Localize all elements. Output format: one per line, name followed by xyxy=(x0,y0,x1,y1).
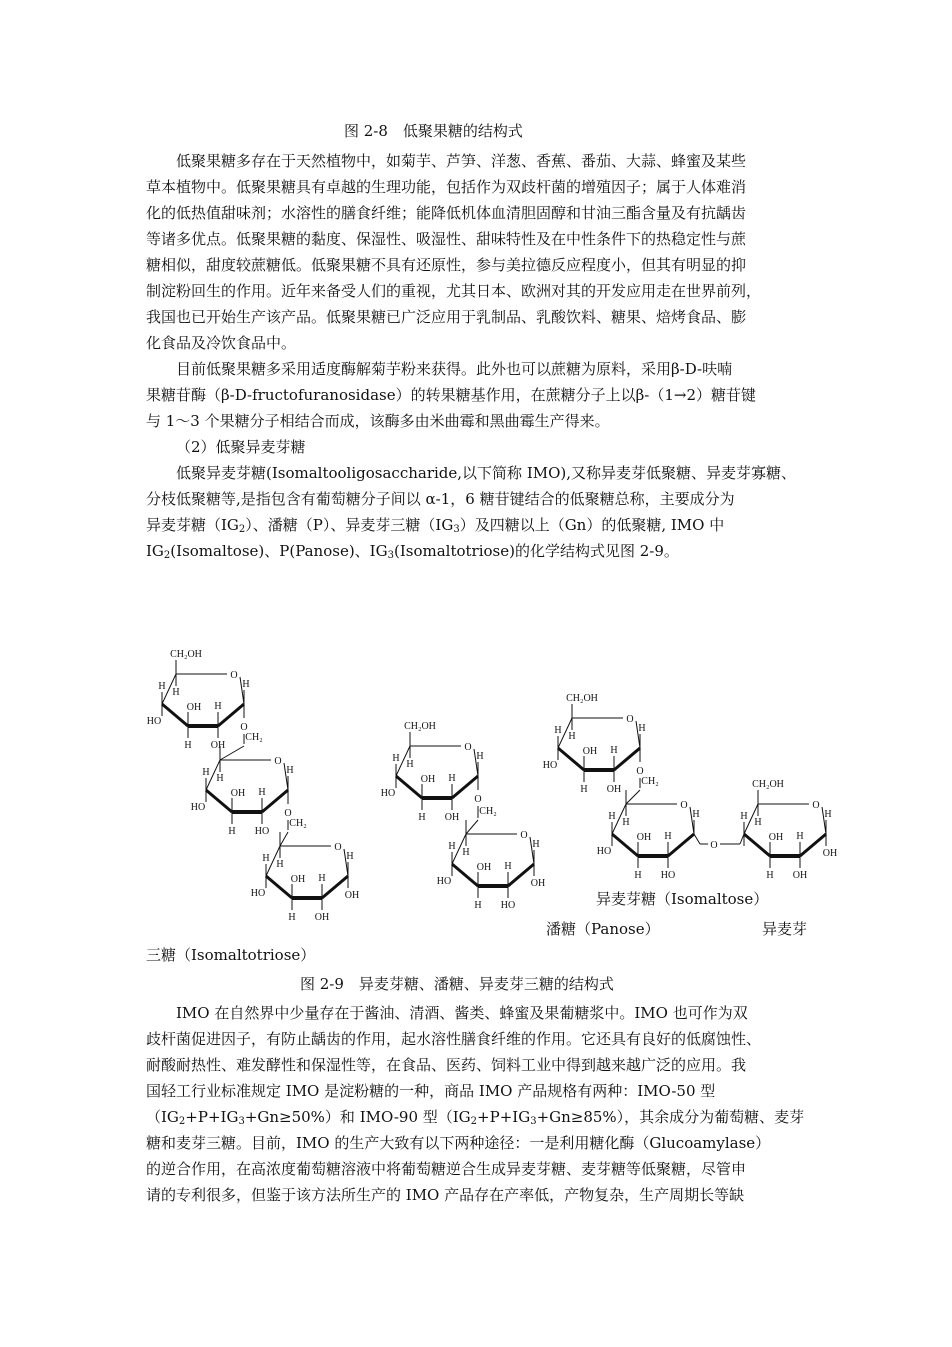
h-label: H xyxy=(242,679,250,690)
ring-bond-bold xyxy=(744,834,770,856)
h-label: H xyxy=(766,870,774,881)
h-label: H xyxy=(740,811,748,822)
text-line: 低聚异麦芽糖(Isomaltooligosaccharide,以下简称 IMO),又称异麦芽低聚糖、异麦芽寡糖、 xyxy=(176,464,797,482)
c2-group-label: OH xyxy=(210,740,226,751)
h-label: H xyxy=(346,851,354,862)
text-line: 我国也已开始生产该产品。低聚果糖已广泛应用于乳制品、乳酸饮料、糖果、焙烤食品、膨 xyxy=(146,308,747,326)
ring-bond-bold xyxy=(612,834,638,856)
ch2-label: CH₂ xyxy=(479,806,497,817)
glycosidic-bond xyxy=(694,834,700,844)
paragraph-fructooligosaccharide xyxy=(146,148,810,356)
text-line: 分枝低聚糖等,是指包含有葡萄糖分子间以 α-1，6 糖苷键结合的低聚糖总称，主要成分为 xyxy=(146,490,735,508)
ring-bond-bold xyxy=(452,864,478,886)
text-line: 化的低热值甜味剂；水溶性的膳食纤维；能降低机体血清胆固醇和甘油三酯含量及有抗龋齿 xyxy=(146,204,747,222)
h-label: H xyxy=(172,687,180,698)
h-label: H xyxy=(214,701,222,712)
text-line: 请的专利很多，但鉴于该方法所生产的 IMO 产品存在产率低，产物复杂，生产周期长等缺 xyxy=(146,1186,745,1204)
ring-oxygen-label: O xyxy=(812,800,820,811)
text-line: 果糖苷酶（β-D-fructofuranosidase）的转果糖基作用，在蔗糖分子上以β-（1→2）糖苷键 xyxy=(146,386,756,404)
h-label: H xyxy=(158,681,166,692)
h-label: H xyxy=(228,826,236,837)
text-line: IMO 在自然界中少量存在于酱油、清酒、酱类、蜂蜜及果葡糖浆中。IMO 也可作为双 xyxy=(176,1004,748,1022)
h-label: H xyxy=(262,853,270,864)
text-line: 歧杆菌促进因子，有防止龋齿的作用，起水溶性膳食纤维的作用。它还具有良好的低腐蚀性、 xyxy=(146,1030,762,1048)
c3-group-label: OH xyxy=(768,832,784,843)
ring-bond-bold xyxy=(206,790,232,812)
h-label: H xyxy=(258,787,266,798)
c2-group-label: OH xyxy=(314,912,330,923)
ring-oxygen-label: O xyxy=(230,670,238,681)
h-label: H xyxy=(580,784,588,795)
c4-group-label: HO xyxy=(190,802,206,813)
h-label: H xyxy=(608,811,616,822)
c3-group-label: OH xyxy=(230,788,246,799)
c2-group-label: HO xyxy=(660,870,676,881)
h-label: H xyxy=(568,731,576,742)
text-line: 与 1～3 个果糖分子相结合而成，该酶多由米曲霉和黑曲霉生产得来。 xyxy=(146,412,610,430)
isomaltotriose-label-b: 三糖（Isomaltotriose） xyxy=(146,946,316,964)
text-line: 等诸多优点。低聚果糖的黏度、保湿性、吸湿性、甜味特性及在中性条件下的热稳定性与蔗 xyxy=(146,230,747,248)
h-label: H xyxy=(532,839,540,850)
heading-line: （2）低聚异麦芽糖 xyxy=(176,438,306,456)
c1-group-label: OH xyxy=(344,890,360,901)
figure-2-8-caption: 图 2-8 低聚果糖的结构式 xyxy=(344,122,523,140)
c2-group-label: OH xyxy=(444,812,460,823)
c1-group-label: OH xyxy=(822,848,838,859)
h-label: H xyxy=(202,767,210,778)
h-label: H xyxy=(638,723,646,734)
ring-bond-bold xyxy=(558,748,584,770)
c4-group-label: HO xyxy=(380,788,396,799)
text-line: 国轻工行业标准规定 IMO 是淀粉糖的一种，商品 IMO 产品规格有两种：IMO-50 型 xyxy=(146,1082,716,1100)
glycosidic-oxygen-label: O xyxy=(474,794,482,805)
h-label: H xyxy=(554,725,562,736)
panose-label: 潘糖（Panose） xyxy=(546,920,660,938)
ring-bond-bold xyxy=(162,704,188,726)
glycosidic-oxygen-label: O xyxy=(240,722,248,733)
h-label: H xyxy=(418,812,426,823)
c5-group-label: CH₂OH xyxy=(404,721,436,732)
c4-group-label: HO xyxy=(436,876,452,887)
h-label: H xyxy=(476,751,484,762)
h-label: H xyxy=(406,759,414,770)
c5-group-label: CH₂OH xyxy=(752,779,784,790)
c4-group-label: HO xyxy=(146,716,162,727)
ring-oxygen-label: O xyxy=(626,714,634,725)
h-label: H xyxy=(276,859,284,870)
c4-group-label: HO xyxy=(596,846,612,857)
c2-group-label: HO xyxy=(254,826,270,837)
paragraph-fos-production xyxy=(146,356,810,434)
h-label: H xyxy=(634,870,642,881)
ring-oxygen-label: O xyxy=(274,756,282,767)
c3-group-label: OH xyxy=(476,862,492,873)
text-line: 低聚果糖多存在于天然植物中，如菊芋、芦笋、洋葱、香蕉、番茄、大蒜、蜂蜜及某些 xyxy=(176,152,747,170)
ring-oxygen-label: O xyxy=(334,842,342,853)
ring-bond-bold xyxy=(668,834,694,856)
h-label: H xyxy=(692,809,700,820)
h-label: H xyxy=(796,831,804,842)
h-label: H xyxy=(448,841,456,852)
ring-oxygen-label: O xyxy=(680,800,688,811)
section-heading xyxy=(146,434,810,460)
isomaltose-label: 异麦芽糖（Isomaltose） xyxy=(596,890,769,908)
ring-oxygen-label: O xyxy=(464,742,472,753)
text-line: $IG_2(Isomaltose)$、P(Panose)、$IG_3(Isomaltotriose)$的化学结构式见图 2-9。 xyxy=(146,542,679,561)
h-label: H xyxy=(288,912,296,923)
c3-group-label: OH xyxy=(636,832,652,843)
ring-bond-bold xyxy=(266,876,292,898)
c2-group-label: HO xyxy=(500,900,516,911)
h-label: H xyxy=(462,847,470,858)
c3-group-label: OH xyxy=(582,746,598,757)
text-line: 目前低聚果糖多采用适度酶解菊芋粉来获得。此外也可以蔗糖为原料，采用β-D-呋喃 xyxy=(176,360,733,378)
h-label: H xyxy=(504,861,512,872)
c5-group-label: CH₂OH xyxy=(566,693,598,704)
c3-group-label: OH xyxy=(290,874,306,885)
ch2-label: CH₂ xyxy=(245,732,263,743)
glycosidic-bond xyxy=(466,820,478,834)
h-label: H xyxy=(610,745,618,756)
glycosidic-bond xyxy=(280,832,288,846)
h-label: H xyxy=(318,873,326,884)
text-line: 的逆合作用，在高浓度葡萄糖溶液中将葡萄糖逆合生成异麦芽糖、麦芽糖等低聚糖，尽管申 xyxy=(146,1160,747,1178)
text-line: 糖相似，甜度较蔗糖低。低聚果糖不具有还原性，参与美拉德反应程度小，但其有明显的抑 xyxy=(146,256,747,274)
h-label: H xyxy=(474,900,482,911)
text-line: 草本植物中。低聚果糖具有卓越的生理功能，包括作为双歧杆菌的增殖因子；属于人体难消 xyxy=(146,178,747,196)
h-label: H xyxy=(286,765,294,776)
ch2-label: CH₂ xyxy=(641,776,659,787)
c2-group-label: OH xyxy=(792,870,808,881)
text-line: 糖和麦芽三糖。目前，IMO 的生产大致有以下两种途径：一是利用糖化酶（Glucoamylase） xyxy=(146,1134,771,1152)
h-label: H xyxy=(824,809,832,820)
text-line: 异麦芽糖$(IG_2)$、潘糖（P）、异麦芽三糖$(IG_3)$及四糖以上（Gn）的低聚糖, IMO 中 xyxy=(146,516,725,535)
text-line: 化食品及冷饮食品中。 xyxy=(146,334,297,352)
c3-group-label: OH xyxy=(186,702,202,713)
c1-group-label: OH xyxy=(530,878,546,889)
glycosidic-oxygen-label: O xyxy=(636,766,644,777)
c2-group-label: OH xyxy=(606,784,622,795)
ring-bond-bold xyxy=(396,776,422,798)
text-line: 耐酸耐热性、难发酵性和保湿性等，在食品、医药、饲料工业中得到越来越广泛的应用。我 xyxy=(146,1056,747,1074)
h-label: H xyxy=(392,753,400,764)
isomaltotriose-label-a: 异麦芽 xyxy=(762,920,808,938)
text-line: 制淀粉回生的作用。近年来备受人们的重视，尤其日本、欧洲对其的开发应用走在世界前列， xyxy=(146,282,762,300)
figure-2-9-caption: 图 2-9 异麦芽糖、潘糖、异麦芽三糖的结构式 xyxy=(300,975,614,993)
c4-group-label: HO xyxy=(542,760,558,771)
c5-group-label: CH₂OH xyxy=(170,649,202,660)
glycosidic-bond xyxy=(626,790,640,804)
h-label: H xyxy=(216,773,224,784)
paragraph-imo-definition xyxy=(146,460,810,564)
glycosidic-oxygen-label: O xyxy=(710,840,718,851)
c4-group-label: HO xyxy=(250,888,266,899)
h-label: H xyxy=(622,817,630,828)
h-label: H xyxy=(754,817,762,828)
h-label: H xyxy=(664,831,672,842)
glycosidic-bond xyxy=(740,834,744,844)
paragraph-imo-properties xyxy=(146,1000,810,1208)
text-line: $(IG_2+P+IG_3+Gn\ge 50\%)$和 IMO-90 型$(IG_2+P+IG_3+Gn\ge 85\%)$，其余成分为葡萄糖、麦芽 xyxy=(146,1108,805,1127)
h-label: H xyxy=(448,773,456,784)
c3-group-label: OH xyxy=(420,774,436,785)
ring-oxygen-label: O xyxy=(520,830,528,841)
glycosidic-oxygen-label: O xyxy=(284,808,292,819)
ch2-label: CH₂ xyxy=(289,818,307,829)
h-label: H xyxy=(184,740,192,751)
